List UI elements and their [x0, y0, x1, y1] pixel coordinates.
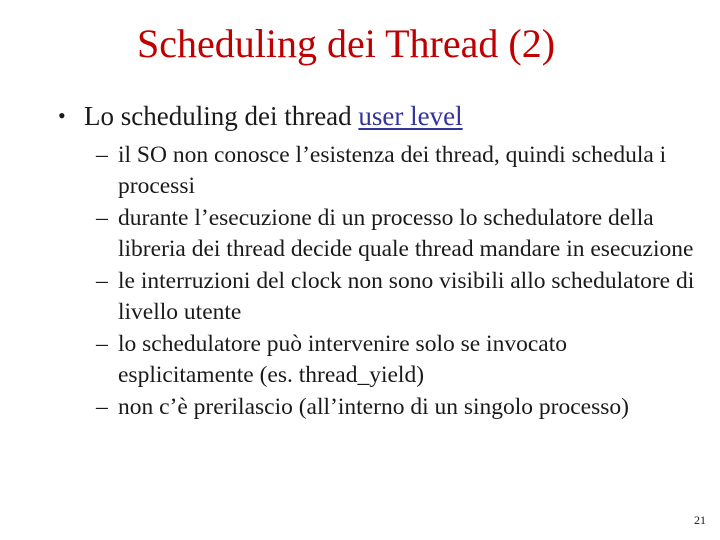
- slide-title: Scheduling dei Thread (2): [136, 21, 556, 66]
- bullet-emphasis: user level: [358, 101, 463, 131]
- dash-icon: –: [96, 268, 108, 294]
- bullet-icon: •: [58, 103, 66, 128]
- sub-bullet-text: il SO non conosce l’esistenza dei thread, quindi schedula i processi: [118, 142, 667, 199]
- sub-bullet-item: [96, 140, 696, 201]
- page-number: 21: [694, 513, 706, 527]
- dash-icon: –: [96, 205, 108, 231]
- dash-icon: –: [96, 331, 108, 357]
- bullet-text: Lo scheduling dei thread: [84, 101, 359, 131]
- sub-bullet-text: non c’è prerilascio (all’interno di un singolo processo): [118, 394, 629, 420]
- main-bullet: [58, 99, 698, 133]
- sub-bullet-list: [96, 140, 696, 425]
- dash-icon: –: [96, 142, 108, 168]
- sub-bullet-text: le interruzioni del clock non sono visibili allo schedulatore di livello utente: [118, 268, 695, 325]
- sub-bullet-item: [96, 392, 696, 423]
- sub-bullet-item: [96, 203, 696, 264]
- sub-bullet-text: lo schedulatore può intervenire solo se invocato esplicitamente (es. thread_yield): [118, 331, 567, 388]
- dash-icon: –: [96, 394, 108, 420]
- sub-bullet-item: [96, 329, 696, 390]
- sub-bullet-item: [96, 266, 696, 327]
- sub-bullet-text: durante l’esecuzione di un processo lo schedulatore della libreria dei thread decide quale thread mandare in esecuzione: [118, 205, 694, 262]
